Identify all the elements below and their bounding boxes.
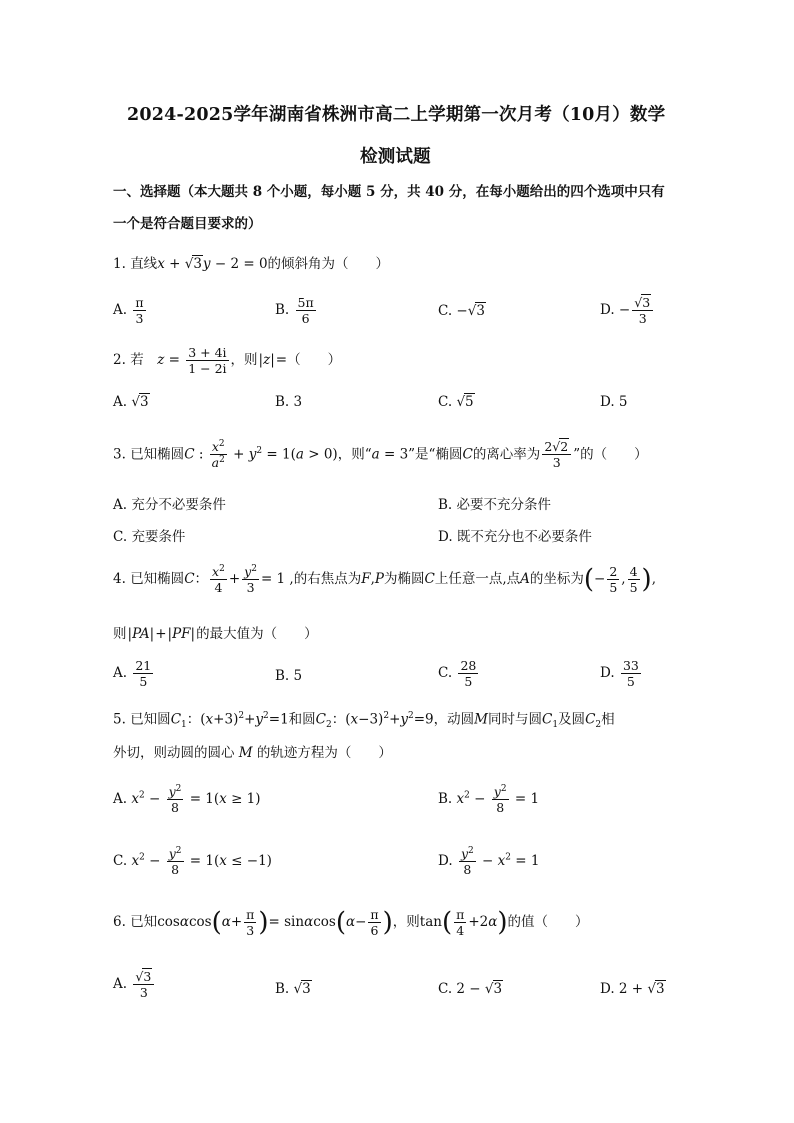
q6-option-d: D. 2 + √3 xyxy=(600,981,665,997)
q1-option-a: A. $\frac{\pi}{3}$ xyxy=(113,295,144,327)
q3-option-c: C. 充要条件 xyxy=(113,529,186,545)
question-1: 1. 直线x + √3y − 2 = 0的倾斜角为（ ） xyxy=(113,256,390,272)
q5-option-b: B. $x^2$ − $\frac{y^2}{8}$ = 1 xyxy=(438,784,540,816)
question-2: 2. 若 z = $\frac{3 + 4i}{1 - 2i}$ ，则|z|=（ ） xyxy=(113,345,342,377)
q4-option-d: D. $\frac{33}{5}$ xyxy=(600,658,639,690)
question-5: 5. 已知圆$C_1$：$(x+3)^2+y^2=1$和圆$C_2$：$(x-3)^2+y^2=9$，动圆M同时与圆$C_1$及圆$C_2$相 xyxy=(113,711,615,731)
q5-option-d: D. $\frac{y^2}{8}$ − $x^2 = 1$ xyxy=(438,846,540,878)
q5-option-a: A. $x^2$ − $\frac{y^2}{8}$ = 1(x ≥ 1) xyxy=(113,784,261,816)
q1-option-c: C. −√3 xyxy=(438,303,485,319)
q2-option-d: D. 5 xyxy=(600,394,628,410)
q2-option-a: A. √3 xyxy=(113,394,149,410)
q6-option-b: B. √3 xyxy=(275,981,311,997)
section-heading-line1: 一、选择题（本大题共 8 个小题，每小题 5 分，共 40 分，在每小题给出的四个选项中只有 xyxy=(113,184,665,200)
page-title-line2: 检测试题 xyxy=(360,147,431,167)
question-4: 4. 已知椭圆C： $\frac{x^2}{4}$ + $\frac{y^2}{3}$ = 1 ,的右焦点为F,P为椭圆C上任意一点,点A的坐标为(− $\frac{2}{5}$ , $\frac{4}{5}$ ), xyxy=(113,564,656,596)
q4-option-b: B. 5 xyxy=(275,668,303,684)
q1-option-b: B. $\frac{5\pi}{6}$ xyxy=(275,295,314,327)
q2-option-b: B. 3 xyxy=(275,394,303,410)
q4-option-a: A. $\frac{21}{5}$ xyxy=(113,658,152,690)
q1-option-d: D. − $\frac{√3}{3}$ xyxy=(600,296,655,325)
question-4-line2: 则|PA|+|PF|的最大值为（ ） xyxy=(113,626,318,642)
q6-option-a: A. $\frac{√3}{3}$ xyxy=(113,970,156,999)
q2-option-c: C. √5 xyxy=(438,394,474,410)
section-heading-line2: 一个是符合题目要求的） xyxy=(113,216,262,232)
q5-option-c: C. $x^2$ − $\frac{y^2}{8}$ = 1(x ≤ −1) xyxy=(113,846,272,878)
page-title-line1: 2024-2025学年湖南省株洲市高二上学期第一次月考（10月）数学 xyxy=(127,105,666,125)
question-6: 6. 已知cosαcos(α+ $\frac{\pi}{3}$ )= sinαcos(α− $\frac{\pi}{6}$ )，则tan( $\frac{\pi}{4}$ +2α)的值（ ） xyxy=(113,907,589,939)
q6-option-c: C. 2 − √3 xyxy=(438,981,503,997)
q3-option-d: D. 既不充分也不必要条件 xyxy=(438,529,592,545)
q4-option-c: C. $\frac{28}{5}$ xyxy=(438,658,477,690)
question-5-line2: 外切，则动圆的圆心 M 的轨迹方程为（ ） xyxy=(113,745,392,761)
q3-option-b: B. 必要不充分条件 xyxy=(438,497,552,513)
q3-option-a: A. 充分不必要条件 xyxy=(113,497,226,513)
question-3: 3. 已知椭圆C : $\frac{x^2}{a^2}$ + $y^2 = 1(a > 0)$，则“a = 3”是“椭圆C的离心率为 $\frac{2√2}{3}$ ”的（ ） xyxy=(113,439,648,471)
